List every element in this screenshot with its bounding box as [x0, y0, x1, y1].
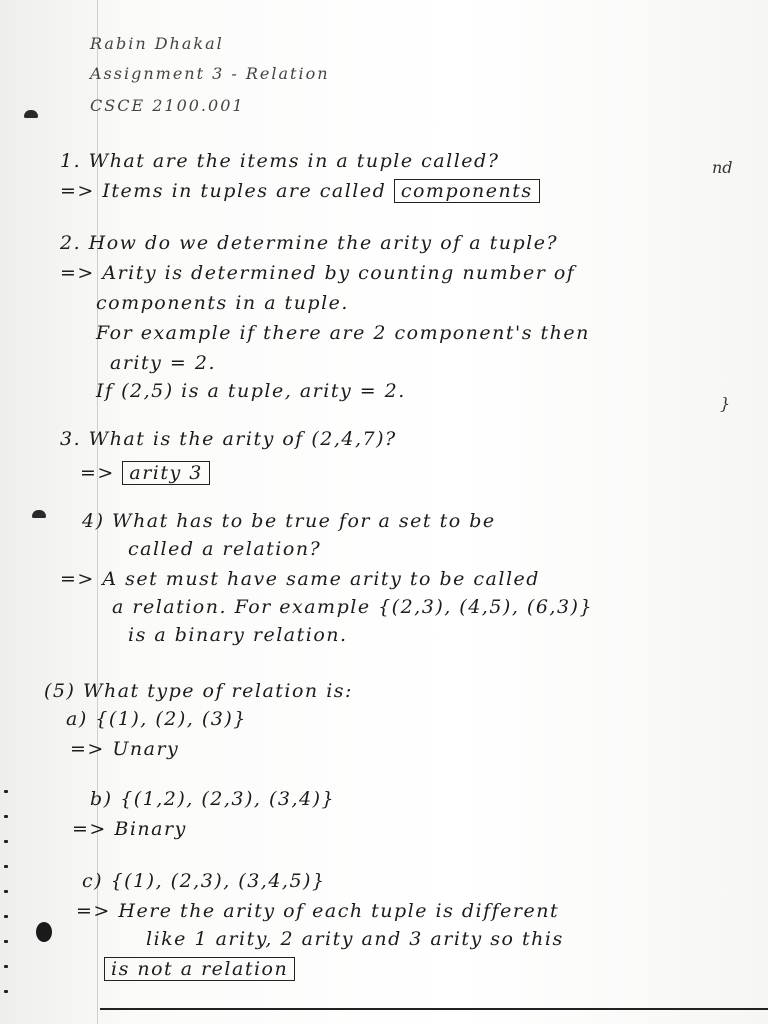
- q1-answer: [60, 180, 540, 202]
- edge-dot: [4, 840, 8, 843]
- q5c-line: like 1 arity, 2 arity and 3 arity so this: [146, 928, 564, 950]
- q2-line: => Arity is determined by counting number of: [60, 262, 576, 284]
- edge-dot: [4, 865, 8, 868]
- q5-question: (5) What type of relation is:: [44, 680, 353, 702]
- edge-dot: [4, 915, 8, 918]
- q5b-set: b) {(1,2), (2,3), (3,4)}: [90, 788, 336, 810]
- q2-line: If (2,5) is a tuple, arity = 2.: [96, 380, 406, 402]
- q2-line: arity = 2.: [110, 352, 216, 374]
- edge-dot: [4, 990, 8, 993]
- q5a-answer: => Unary: [70, 738, 180, 760]
- q3-answer-box: arity 3: [122, 461, 209, 485]
- student-name: Rabin Dhakal: [90, 34, 224, 53]
- q4-line: a relation. For example {(2,3), (4,5), (6,3)}: [112, 596, 594, 618]
- q5c-line: => Here the arity of each tuple is different: [76, 900, 560, 922]
- q5a-set: a) {(1), (2), (3)}: [66, 708, 247, 730]
- side-mark-brace: }: [720, 394, 731, 413]
- ink-mark: [32, 510, 46, 518]
- q2-question: 2. How do we determine the arity of a tuple?: [60, 232, 559, 254]
- q5c-answer-box: is not a relation: [104, 957, 295, 981]
- q4-line: is a binary relation.: [128, 624, 348, 646]
- edge-dot: [4, 965, 8, 968]
- q4-question: 4) What has to be true for a set to be: [82, 510, 496, 532]
- q5c-answer: [104, 958, 295, 980]
- q3-answer: [80, 462, 210, 484]
- edge-dot: [4, 790, 8, 793]
- course-code: CSCE 2100.001: [90, 96, 245, 115]
- q5b-answer: => Binary: [72, 818, 187, 840]
- q2-line: For example if there are 2 component's then: [96, 322, 590, 344]
- q2-line: components in a tuple.: [96, 292, 349, 314]
- edge-dot: [4, 815, 8, 818]
- edge-dot: [4, 940, 8, 943]
- side-mark-right: nd: [712, 158, 733, 177]
- ink-mark: [24, 110, 38, 118]
- q1-answer-text: => Items in tuples are called: [60, 180, 387, 202]
- q1-question: 1. What are the items in a tuple called?: [60, 150, 500, 172]
- q1-answer-box: components: [394, 179, 540, 203]
- assignment-title: Assignment 3 - Relation: [90, 64, 330, 83]
- q3-arrow: =>: [80, 462, 115, 484]
- q4-question-cont: called a relation?: [128, 538, 322, 560]
- binder-hole: [36, 922, 52, 942]
- q5c-set: c) {(1), (2,3), (3,4,5)}: [82, 870, 326, 892]
- page-bottom-edge: [100, 1008, 768, 1010]
- q3-question: 3. What is the arity of (2,4,7)?: [60, 428, 397, 450]
- q4-line: => A set must have same arity to be called: [60, 568, 540, 590]
- edge-dot: [4, 890, 8, 893]
